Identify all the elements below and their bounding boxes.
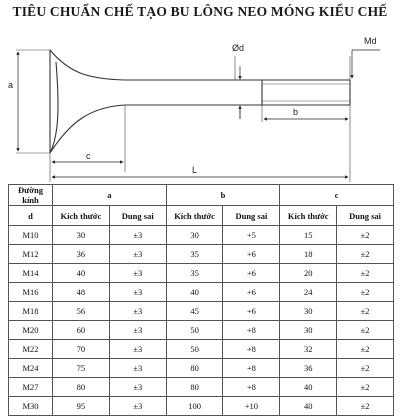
- table-cell: M14: [9, 264, 53, 283]
- table-cell: 80: [166, 359, 223, 378]
- table-row: [9, 302, 394, 321]
- table-cell: +8: [223, 359, 280, 378]
- table-cell: 24: [280, 283, 337, 302]
- table-cell: 100: [166, 397, 223, 416]
- table-cell: ±2: [337, 302, 394, 321]
- table-cell: +6: [223, 264, 280, 283]
- table-cell: 75: [53, 359, 110, 378]
- dim-Md-label: Md: [364, 36, 377, 46]
- table-cell: ±3: [109, 226, 166, 245]
- table-cell: M18: [9, 302, 53, 321]
- spec-table: [8, 184, 394, 416]
- dim-a-label: a: [8, 80, 14, 90]
- table-cell: 50: [166, 321, 223, 340]
- thread-hatching: [262, 84, 350, 101]
- header-b-tolerance: Dung sai: [223, 206, 280, 226]
- table-cell: ±3: [109, 245, 166, 264]
- table-cell: 56: [53, 302, 110, 321]
- table-cell: 60: [53, 321, 110, 340]
- table-cell: 35: [166, 264, 223, 283]
- table-cell: 50: [166, 340, 223, 359]
- table-cell: 95: [53, 397, 110, 416]
- table-row: [9, 359, 394, 378]
- table-cell: 30: [53, 226, 110, 245]
- dim-c-label: c: [86, 151, 91, 161]
- table-cell: ±2: [337, 359, 394, 378]
- table-cell: ±2: [337, 321, 394, 340]
- table-cell: 40: [280, 378, 337, 397]
- table-cell: M10: [9, 226, 53, 245]
- table-cell: ±2: [337, 378, 394, 397]
- table-body: [9, 226, 394, 416]
- header-b: b: [166, 185, 280, 206]
- page-title: TIÊU CHUẨN CHẾ TẠO BU LÔNG NEO MÓNG KIỂU CHẾ: [12, 4, 388, 19]
- table-cell: 80: [166, 378, 223, 397]
- table-cell: ±2: [337, 245, 394, 264]
- table-cell: 36: [280, 359, 337, 378]
- table-cell: ±3: [109, 264, 166, 283]
- header-c-size: Kích thước: [280, 206, 337, 226]
- table-cell: ±3: [109, 397, 166, 416]
- table-cell: +5: [223, 226, 280, 245]
- table-cell: +8: [223, 378, 280, 397]
- table-row: [9, 397, 394, 416]
- table-cell: +8: [223, 321, 280, 340]
- header-duong-kinh: Đường kính: [9, 185, 53, 206]
- table-cell: 40: [53, 264, 110, 283]
- table-cell: M27: [9, 378, 53, 397]
- table-header-sub-row: [9, 206, 394, 226]
- header-a: a: [53, 185, 167, 206]
- table-cell: 35: [166, 245, 223, 264]
- table-cell: 18: [280, 245, 337, 264]
- table-cell: +10: [223, 397, 280, 416]
- table-cell: ±2: [337, 264, 394, 283]
- table-cell: 80: [53, 378, 110, 397]
- table-header-group-row: [9, 185, 394, 206]
- table-cell: +6: [223, 283, 280, 302]
- table-cell: 40: [280, 397, 337, 416]
- table-row: [9, 321, 394, 340]
- table-cell: M16: [9, 283, 53, 302]
- table-cell: ±2: [337, 340, 394, 359]
- table-cell: 30: [166, 226, 223, 245]
- table-row: [9, 264, 394, 283]
- header-b-size: Kích thước: [166, 206, 223, 226]
- header-c-tolerance: Dung sai: [337, 206, 394, 226]
- table-cell: ±3: [109, 340, 166, 359]
- table-cell: +6: [223, 245, 280, 264]
- header-a-tolerance: Dung sai: [109, 206, 166, 226]
- table-cell: M30: [9, 397, 53, 416]
- table-cell: 32: [280, 340, 337, 359]
- table-cell: ±2: [337, 226, 394, 245]
- table-cell: 48: [53, 283, 110, 302]
- header-c: c: [280, 185, 394, 206]
- table-cell: 40: [166, 283, 223, 302]
- table-row: [9, 283, 394, 302]
- bolt-outline: [50, 50, 350, 153]
- table-cell: ±2: [337, 283, 394, 302]
- header-d: d: [9, 206, 53, 226]
- table-cell: M12: [9, 245, 53, 264]
- table-cell: 70: [53, 340, 110, 359]
- table-cell: 20: [280, 264, 337, 283]
- table-row: [9, 245, 394, 264]
- table-cell: M24: [9, 359, 53, 378]
- dim-L-label: L: [192, 165, 198, 175]
- dim-d-label: Ød: [232, 43, 245, 53]
- table-cell: ±3: [109, 359, 166, 378]
- dim-b-label: b: [293, 107, 299, 117]
- table-cell: 30: [280, 302, 337, 321]
- table-row: [9, 378, 394, 397]
- table-cell: 36: [53, 245, 110, 264]
- table-cell: ±3: [109, 302, 166, 321]
- header-a-size: Kích thước: [53, 206, 110, 226]
- table-cell: M22: [9, 340, 53, 359]
- table-cell: ±3: [109, 321, 166, 340]
- table-cell: 30: [280, 321, 337, 340]
- bolt-drawing: [0, 22, 400, 182]
- table-row: [9, 226, 394, 245]
- table-cell: +8: [223, 340, 280, 359]
- table-cell: ±3: [109, 378, 166, 397]
- table-cell: ±3: [109, 283, 166, 302]
- table-cell: +6: [223, 302, 280, 321]
- table-cell: 45: [166, 302, 223, 321]
- table-cell: M20: [9, 321, 53, 340]
- table-row: [9, 340, 394, 359]
- table-cell: ±2: [337, 397, 394, 416]
- table-cell: 15: [280, 226, 337, 245]
